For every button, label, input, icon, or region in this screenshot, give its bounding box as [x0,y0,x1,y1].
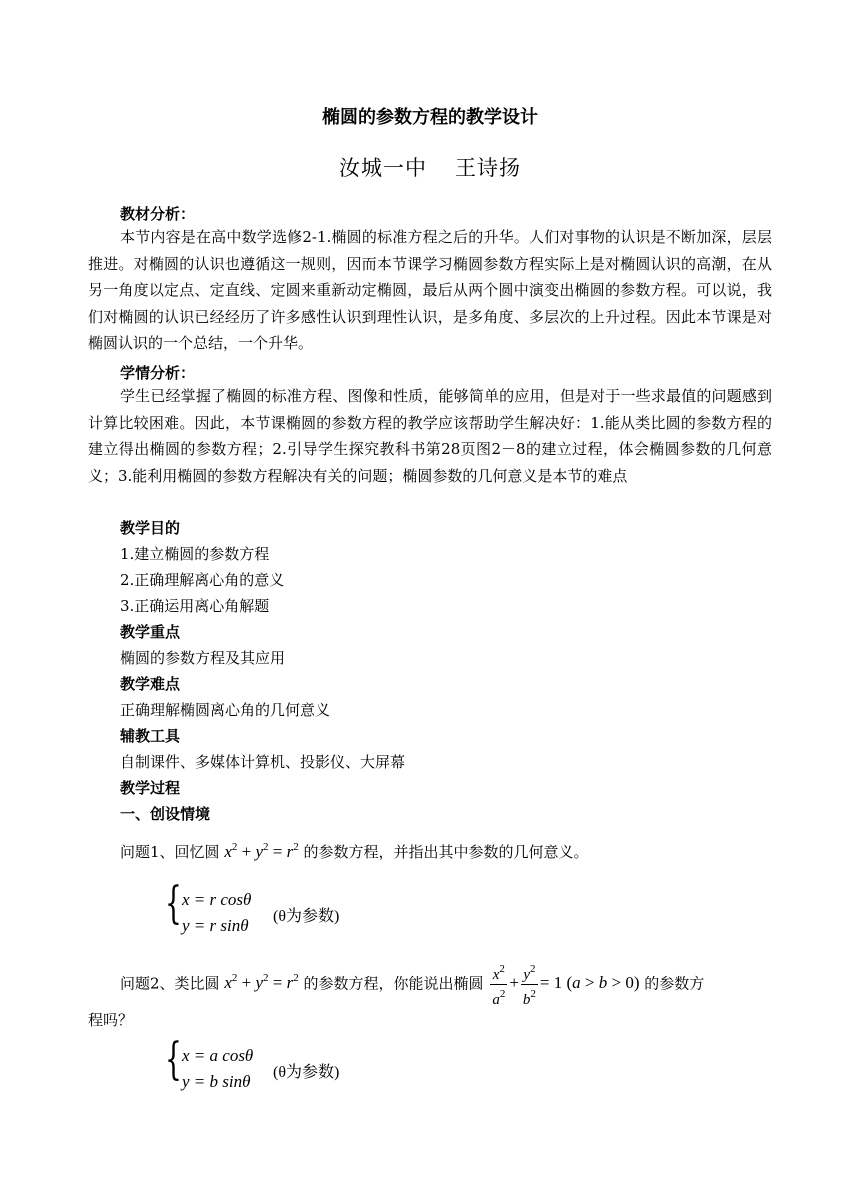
page-title: 椭圆的参数方程的教学设计 [322,107,538,128]
tools-body: 自制课件、多媒体计算机、投影仪、大屏幕 [120,753,406,771]
eq-x: x = a cosθ [182,1046,254,1065]
material-heading: 教材分析： [120,205,196,223]
q2-prefix: 问题2、类比圆 [120,974,220,993]
circle-parametric-system [165,878,365,946]
difficult-heading: 教学难点 [120,675,181,693]
step1-heading: 一、创设情境 [120,805,211,823]
eq-y: y = r sinθ [182,916,249,935]
tools-heading: 辅教工具 [120,727,181,745]
students-heading: 学情分析： [120,364,196,382]
eq-x: x = r cosθ [182,890,252,909]
param-note: (θ为参数) [273,908,340,925]
eq-y: y = b sinθ [182,1072,251,1091]
key-body: 椭圆的参数方程及其应用 [120,649,286,667]
q2-continuation: 程吗？ [88,1011,134,1029]
q1-prefix: 问题1、回忆圆 [120,843,220,861]
goals-heading: 教学目的 [120,519,181,537]
goal-item: 3.正确运用离心角解题 [120,597,270,615]
question-1 [120,841,589,862]
difficult-body: 正确理解椭圆离心角的几何意义 [120,701,331,719]
ellipse-parametric-system [165,1034,365,1102]
material-paragraph: 本节内容是在高中数学选修2-1.椭圆的标准方程之后的升华。人们对事物的认识是不断加深，层层推进。对椭圆的认识也遵循这一规则，因而本节课学习椭圆参数方程实际上是对椭圆认识的高潮，在从另一角度以定点、定直线、定圆来重新动定椭圆，最后从两个圆中演变出椭圆的参数方程。可以说，我们对椭圆的认识已经经历了许多感性认识到理性认识，是多角度、多层次的上升过程。因此本节课是对椭圆认识的一个总结，一个升华。 [88,228,772,352]
ellipse-equation: $\frac{x^2}{a^2}$ + $\frac{y^2}{b^2}$ = 1 (a > b > 0) [488,973,639,992]
q2-middle: 的参数方程，你能说出椭圆 [303,974,484,993]
students-paragraph: 学生已经掌握了椭圆的标准方程、图像和性质，能够简单的应用，但是对于一些求最值的问题感到计算比较困难。因此，本节课椭圆的参数方程的教学应该帮助学生解决好：1.能从类比圆的参数方程的建立得出椭圆的参数方程；2.引导学生探究教科书第28页图2－8的建立过程，体会椭圆参数的几何意义；3.能利用椭圆的参数方程解决有关的问题；椭圆参数的几何意义是本节的难点 [88,387,772,485]
param-note: (θ为参数) [273,1064,340,1081]
author-name: 王诗扬 [455,156,521,180]
author-line [0,152,860,182]
process-heading: 教学过程 [120,779,181,797]
q2-suffix: 的参数方 [644,974,705,993]
key-heading: 教学重点 [120,623,181,641]
left-brace: { [165,878,182,929]
author-school: 汝城一中 [339,156,427,180]
question-2 [120,960,704,1009]
goal-item: 1.建立椭圆的参数方程 [120,545,270,563]
circle-equation: $x^2 + y^2 = r^2$ [224,841,299,861]
q1-suffix: 的参数方程，并指出其中参数的几何意义。 [303,843,589,861]
left-brace: { [165,1034,182,1085]
circle-equation: $x^2 + y^2 = r^2$ [224,972,299,993]
goal-item: 2.正确理解离心角的意义 [120,571,285,589]
